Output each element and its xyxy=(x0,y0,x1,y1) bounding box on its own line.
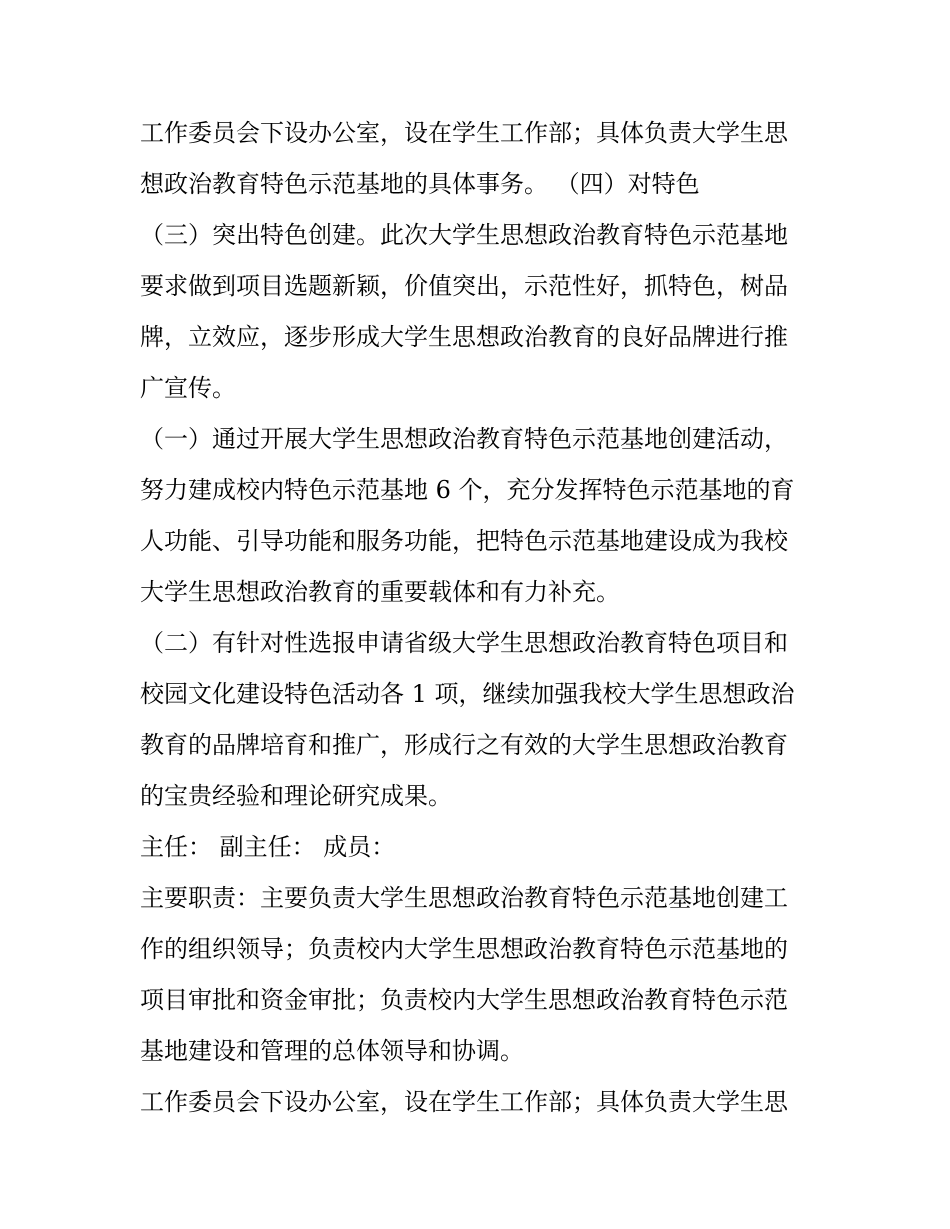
text-line: 牌，立效应，逐步形成大学生思想政治教育的良好品牌进行推 xyxy=(140,323,788,351)
text-line: 广宣传。 xyxy=(140,374,236,402)
text-line: （二）有针对性选报申请省级大学生思想政治教育特色项目和 xyxy=(140,629,788,657)
text-line: 工作委员会下设办公室，设在学生工作部；具体负责大学生思 xyxy=(140,119,788,147)
text-line: 人功能、引导功能和服务功能，把特色示范基地建设成为我校 xyxy=(140,527,788,555)
text-line: 要求做到项目选题新颖，价值突出，示范性好，抓特色，树品 xyxy=(140,272,788,300)
text-line: 基地建设和管理的总体领导和协调。 xyxy=(140,1037,524,1065)
text-line: 项目审批和资金审批；负责校内大学生思想政治教育特色示范 xyxy=(140,986,788,1014)
text-line: 工作委员会下设办公室，设在学生工作部；具体负责大学生思 xyxy=(140,1088,788,1116)
text-line: 努力建成校内特色示范基地 6 个，充分发挥特色示范基地的育 xyxy=(140,476,795,504)
text-line: （三）突出特色创建。此次大学生思想政治教育特色示范基地 xyxy=(140,221,788,249)
document-body xyxy=(140,108,820,1128)
text-line: 想政治教育特色示范基地的具体事务。 （四）对特色 xyxy=(140,170,700,198)
text-line: 主任： 副主任： 成员： xyxy=(140,833,396,861)
text-line: （一）通过开展大学生思想政治教育特色示范基地创建活动， xyxy=(140,425,788,453)
text-line: 校园文化建设特色活动各 1 项，继续加强我校大学生思想政治 xyxy=(140,680,795,708)
text-line: 作的组织领导；负责校内大学生思想政治教育特色示范基地的 xyxy=(140,935,788,963)
text-line: 主要职责：主要负责大学生思想政治教育特色示范基地创建工 xyxy=(140,884,788,912)
text-line: 教育的品牌培育和推广，形成行之有效的大学生思想政治教育 xyxy=(140,731,788,759)
text-line: 大学生思想政治教育的重要载体和有力补充。 xyxy=(140,578,620,606)
text-line: 的宝贵经验和理论研究成果。 xyxy=(140,782,452,810)
